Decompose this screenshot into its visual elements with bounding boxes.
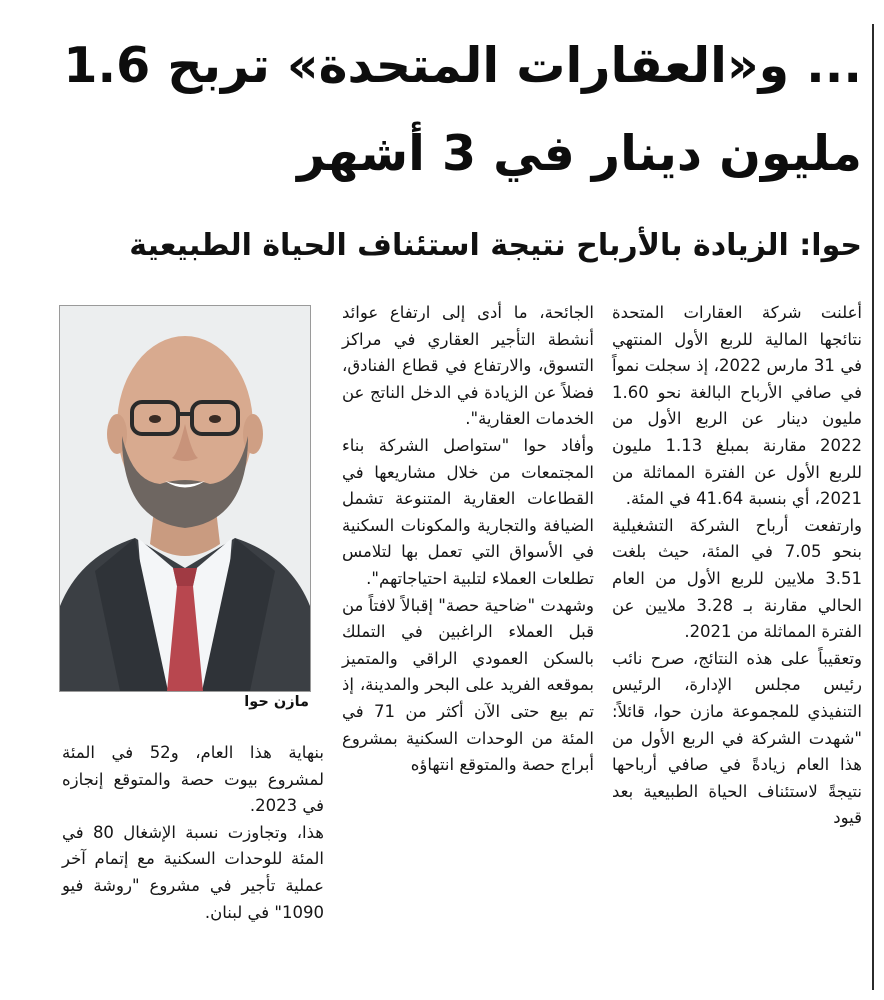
- paragraph: أعلنت شركة العقارات المتحدة نتائجها المالية للربع الأول المنتهي في 31 مارس 2022، إذ سجلت نمواً في صافي الأرباح البالغة نحو 1.60 مليون دينار عن الربع الأول من 2022 مقارنة بمبلغ 1.13 مليون للربع الأول عن الفترة المماثلة من 2021، أي بنسبة 41.64 في المئة.: [612, 303, 863, 509]
- portrait-photo: [59, 305, 311, 692]
- paragraph: بنهاية هذا العام، و52 في المئة لمشروع بيوت حصة والمتوقع إنجازه في 2023.: [62, 743, 324, 816]
- paragraph: وارتفعت أرباح الشركة التشغيلية بنحو 7.05 في المئة، حيث بلغت 3.51 ملايين للربع الأول من العام الحالي مقارنة بـ 3.28 ملايين عن الفترة المماثلة من 2021.: [612, 515, 862, 642]
- headline-line-1: ... و«العقارات المتحدة» تربح 1.6: [63, 37, 862, 94]
- portrait-illustration: [60, 306, 310, 691]
- paragraph: وتعقيباً على هذه النتائج، صرح نائب رئيس مجلس الإدارة، الرئيس التنفيذي للمجموعة مازن حوا، قائلاً: "شهدت الشركة في الربع الأول من هذا العام زيادةً في صافي أرباحها نتيجةً لاستئناف الحياة الطبيعية بعد قيود: [612, 648, 862, 828]
- paragraph: هذا، وتجاوزت نسبة الإشغال 80 في المئة للوحدات السكنية مع إتمام آخر عملية تأجير في مشروع "روشة فيو 1090" في لبنان.: [62, 822, 324, 922]
- article-column-3: [62, 740, 324, 926]
- article-column-1: [612, 300, 862, 832]
- paragraph: وشهدت "ضاحية حصة" إقبالاً لافتاً من قبل العملاء الراغبين في التملك بالسكن العمودي الراقي والمتميز بموقعه الفريد على البحر والمدينة، إذ تم بيع حتى الآن أكثر من 71 في المئة من الوحدات السكنية بمشروع أبراج حصة والمتوقع انتهاؤه: [341, 595, 594, 775]
- headline-line-2: مليون دينار في 3 أشهر: [297, 125, 862, 182]
- column-rule: [872, 24, 874, 990]
- paragraph: وأفاد حوا "ستواصل الشركة بناء المجتمعات من خلال مشاريعها في القطاعات العقارية المتنوعة تشمل الضيافة والتجارية والمكونات السكنية في الأسواق التي تعمل بها لتلامس تطلعات العملاء لتلبية احتياجاتهم".: [342, 435, 594, 588]
- headline: [32, 22, 862, 198]
- paragraph: الجائحة، ما أدى إلى ارتفاع عوائد أنشطة التأجير العقاري في مراكز التسوق، والارتفاع في قطاع الفنادق، فضلاً عن الزيادة في الدخل الناتج عن الخدمات العقارية".: [342, 303, 594, 429]
- article-column-2: [342, 300, 594, 779]
- photo-caption: مازن حوا: [244, 694, 309, 710]
- subheadline: حوا: الزيادة بالأرباح نتيجة استئناف الحياة الطبيعية: [129, 228, 862, 263]
